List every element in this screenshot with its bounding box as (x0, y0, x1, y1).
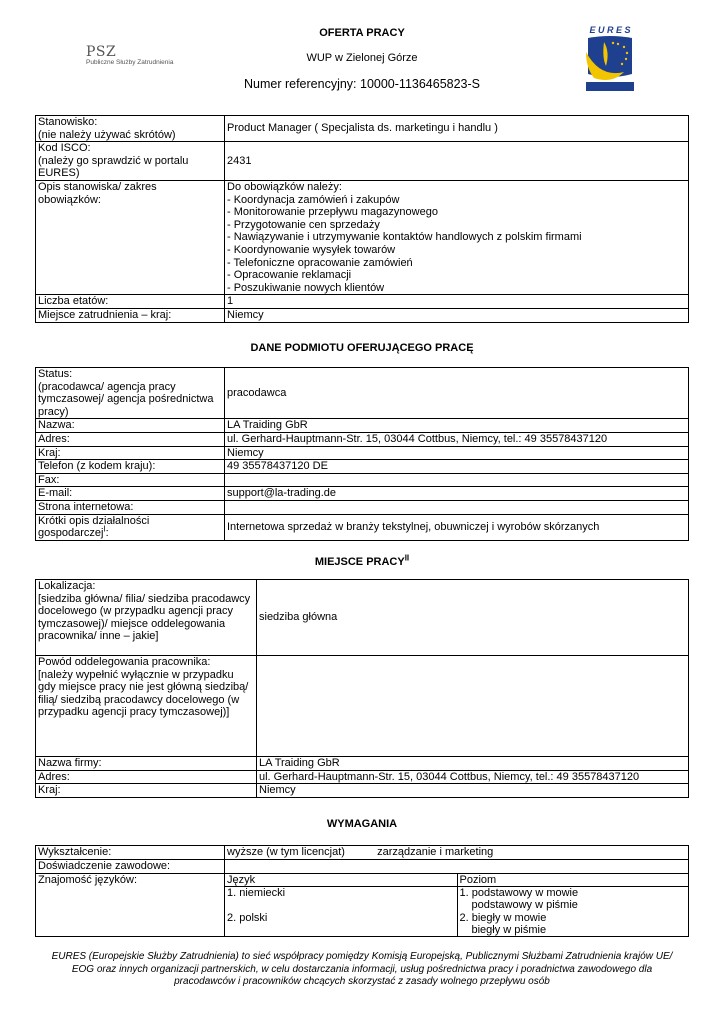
isco-value: 2431 (225, 142, 689, 181)
workplace-address-value: ul. Gerhard-Hauptmann-Str. 15, 03044 Cottbus, Niemcy, tel.: 49 35578437120 (257, 770, 689, 784)
workplace-title-text: MIEJSCE PRACY (314, 556, 405, 568)
footer-text: EURES (Europejskie Służby Zatrudnienia) to sieć współpracy pomiędzy Komisją Europejską, Publicznymi Służbami Zatrudnienia krajów UE/ EOG oraz innych organizacji partnerskich, w celu dostarczania informacji, usług pośrednictwa pracy i poradnictwa zawodowego dla pracodawców i pracowników chcących skorzystać z zasady wolnego przepływu osób (51, 951, 673, 987)
employer-fax-value (225, 473, 689, 487)
office-name: WUP w Zielonej Górze (306, 52, 418, 64)
languages-cell (225, 873, 689, 937)
document-title: OFERTA PRACY (319, 27, 405, 39)
psz-logo-subtitle: Publiczne Służby Zatrudnienia (86, 59, 174, 66)
duties-value: Do obowiązków należy: - Koordynacja zamówień i zakupów - Monitorowanie przepływu magazynowego - Przygotowanie cen sprzedaży - Nawiązywanie i utrzymywanie kontaktów handlowych z polskim firmami - Koordynowanie wysyłek towarów - Telefoniczne opracowanie zamówień - Opracowanie reklamacji - Poszukiwanie nowych klientów (225, 180, 689, 294)
employer-phone-value: 49 35578437120 DE (225, 460, 689, 474)
footer-divider (35, 936, 688, 937)
experience-label: Doświadczenie zawodowe: (36, 860, 225, 874)
eures-logo-icon (580, 22, 640, 94)
languages-header-language: Język (225, 874, 457, 887)
employer-name-value: LA Traiding GbR (225, 419, 689, 433)
languages-label: Znajomość języków: (36, 873, 225, 937)
workplace-table (35, 579, 689, 798)
fte-value: 1 (225, 295, 689, 309)
employer-country-label: Kraj: (36, 446, 225, 460)
employer-address-label: Adres: (36, 432, 225, 446)
employer-address-value: ul. Gerhard-Hauptmann-Str. 15, 03044 Cottbus, Niemcy, tel.: 49 35578437120 (225, 432, 689, 446)
work-country-value: Niemcy (225, 308, 689, 322)
workplace-section-title (0, 553, 724, 568)
requirements-section-title: WYMAGANIA (326, 818, 398, 830)
workplace-country-value: Niemcy (257, 784, 689, 798)
company-name-label: Nazwa firmy: (36, 757, 257, 771)
workplace-address-label: Adres: (36, 770, 257, 784)
education-value (225, 846, 689, 860)
requirements-table (35, 845, 689, 937)
employer-email-value: support@la-trading.de (225, 487, 689, 501)
education-label: Wykształcenie: (36, 846, 225, 860)
location-value: siedziba główna (257, 580, 689, 656)
employer-fax-label: Fax: (36, 473, 225, 487)
language-name-2: 2. polski (225, 912, 457, 937)
employer-table (35, 367, 689, 541)
employer-email-label: E-mail: (36, 487, 225, 501)
eures-logo (580, 22, 640, 94)
delegation-reason-value (257, 656, 689, 757)
languages-header-level: Poziom (457, 874, 688, 887)
fte-label: Liczba etatów: (36, 295, 225, 309)
employer-section-title: DANE PODMIOTU OFERUJĄCEGO PRACĘ (250, 342, 474, 354)
isco-label: Kod ISCO: (należy go sprawdzić w portalu EURES) (36, 142, 225, 181)
work-country-label: Miejsce zatrudnienia – kraj: (36, 308, 225, 322)
position-label: Stanowisko: (nie należy używać skrótów) (36, 116, 225, 142)
status-label: Status: (pracodawca/ agencja pracy tymczasowej/ agencja pośrednictwa pracy) (36, 368, 225, 419)
business-description-colon: : (105, 527, 109, 540)
language-level-2-writing: biegły w piśmie (471, 924, 547, 937)
delegation-reason-label: Powód oddelegowania pracownika: [należy wypełnić wyłącznie w przypadku gdy miejsce pracy nie jest główną siedzibą/ filią/ siedzibą pracodawcy docelowego (w przypadku agencji pracy tymczasowej)] (36, 656, 257, 757)
experience-value (225, 860, 689, 874)
reference-number: Numer referencyjny: 10000-1136465823-S (243, 77, 481, 91)
position-value: Product Manager ( Specjalista ds. marketingu i handlu ) (225, 116, 689, 142)
education-field: zarządzanie i marketing (377, 846, 494, 859)
eures-logo-letters: E U R E S (589, 25, 631, 35)
language-name-1: 1. niemiecki (225, 886, 457, 912)
company-name-value: LA Traiding GbR (257, 757, 689, 771)
employer-phone-label: Telefon (z kodem kraju): (36, 460, 225, 474)
footnote-ref-i: I (103, 524, 106, 534)
employer-name-label: Nazwa: (36, 419, 225, 433)
location-label: Lokalizacja: [siedziba główna/ filia/ siedziba pracodawcy docelowego (w przypadku agencji pracy tymczasowej)/ miejsce oddelegowania pracownika/ inne – jakie] (36, 580, 257, 656)
psz-logo-text: PSZ (86, 44, 117, 60)
employer-website-value (225, 500, 689, 514)
language-level-2-speech: 2. biegły w mowie (459, 911, 547, 924)
employer-website-label: Strona internetowa: (36, 500, 225, 514)
footnote-ref-ii: II (404, 553, 410, 563)
language-level-1-writing: podstawowy w piśmie (471, 899, 578, 912)
employer-country-value: Niemcy (225, 446, 689, 460)
language-level-2 (457, 912, 688, 937)
status-value: pracodawca (225, 368, 689, 419)
offer-table (35, 115, 689, 323)
language-level-1-speech: 1. podstawowy w mowie (459, 886, 579, 899)
business-description-value: Internetowa sprzedaż w branży tekstylnej, obuwniczej i wyrobów skórzanych (225, 514, 689, 540)
languages-table (225, 874, 688, 937)
duties-label: Opis stanowiska/ zakres obowiązków: (36, 180, 225, 294)
education-level: wyższe (w tym licencjat) (227, 846, 345, 859)
business-description-label-text: Krótki opis działalności gospodarczej (38, 514, 150, 540)
language-level-1 (457, 886, 688, 912)
workplace-country-label: Kraj: (36, 784, 257, 798)
business-description-label (36, 514, 225, 540)
